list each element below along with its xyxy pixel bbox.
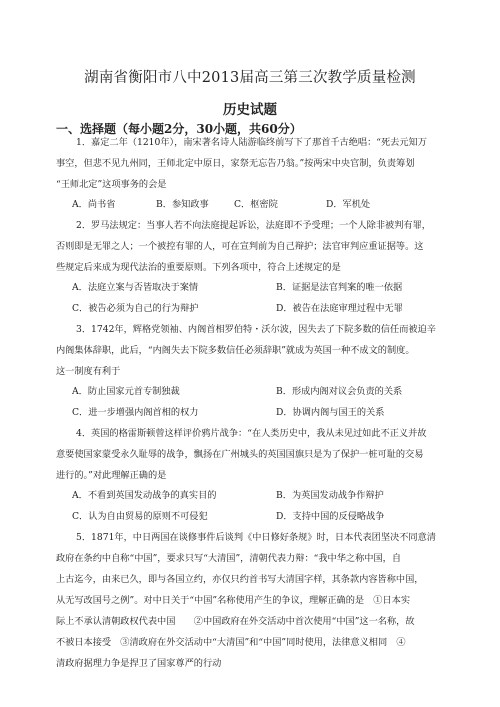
question-5-line-3: 上古迄今，由来已久，即与各国立约，亦仅只约首书写大清国字样，其条款内容皆称中国，: [56, 574, 424, 585]
question-1-option-c: C．枢密院: [234, 199, 278, 210]
question-5-line-2: 政府在条约中自称“中国”，要求只写“大清国”，清朝代表力辩：“我中华之称中国，自: [56, 553, 402, 564]
question-1-line-3: “王师北定”这项事务的会是: [56, 179, 167, 190]
question-3-option-c: C．进一步增强内阁首相的权力: [72, 407, 199, 418]
question-2-option-a: A．法庭立案与否皆取决于案情: [72, 282, 199, 293]
section-heading: 一、选择题（每小题2分，30小题，共60分）: [56, 122, 302, 136]
question-5-line-5: 际上不承认清朝政权代表中国 ②中国政府在外交活动中首次使用“中国”这一名称，故: [56, 616, 415, 627]
question-4-line-1: 4．英国的格雷斯顿曾这样评价鸦片战争：“在人类历史中，我从未见过如此不正义并故: [76, 428, 427, 439]
question-1-option-a: A．尚书省: [72, 199, 116, 210]
question-1-option-d: D．军机处: [326, 199, 371, 210]
question-5-line-6: 不被日本接受 ③清政府在外交活动中“大清国”和“中国”同时使用，法律意义相同 ④: [56, 637, 406, 648]
question-4-line-3: 进行的。”对此理解正确的是: [56, 470, 167, 481]
question-2-line-2: 否则即是无罪之人；一个被控有罪的人，可在宣判前为自己辩护；法官审判应重证据等。这: [56, 241, 424, 252]
question-4-option-b: B．为英国发动战争作辩护: [276, 490, 384, 501]
question-2-option-d: D．被告在法庭审理过程中无罪: [276, 303, 403, 314]
question-4-option-a: A．不看到英国发动战争的真实目的: [72, 490, 217, 501]
question-4-line-2: 意要使国家蒙受永久耻辱的战争，飘扬在广州城头的英国国旗只是为了保护一桩可耻的交易: [56, 449, 424, 460]
question-3-line-3: 这一制度有利于: [56, 366, 121, 377]
question-3-option-a: A．防止国家元首专制独裁: [72, 386, 180, 397]
question-4-option-d: D．支持中国的反侵略战争: [276, 511, 385, 522]
question-1-option-b: B．参知政事: [156, 199, 209, 210]
question-3-option-b: B．形成内阁对议会负责的关系: [276, 386, 403, 397]
question-5-line-7: 清政府据理力争是捍卫了国家尊严的行动: [56, 658, 222, 669]
question-2-line-3: 些规定后来成为现代法治的重要原则。下列各项中，符合上述规定的是: [56, 262, 341, 273]
question-2-option-c: C．被告必须为自己的行为辩护: [72, 303, 199, 314]
question-5-line-4: 从无写改国号之例”。对中日关于“中国”名称使用产生的争议，理解正确的是 ①日本实: [56, 595, 411, 606]
question-3-line-1: 3．1742年，辉格党领袖、内阁首相罗伯特・沃尔波，因失去了下院多数的信任而被迫辛: [76, 324, 436, 335]
exam-subtitle: 历史试题: [223, 102, 277, 118]
exam-title: 湖南省衡阳市八中2013届高三第三次教学质量检测: [84, 70, 416, 86]
question-2-line-1: 2．罗马法规定：当事人若不向法庭提起诉讼，法庭即不予受理；一个人除非被判有罪，: [76, 220, 431, 231]
question-1-line-1: 1．嘉定二年（1210年），南宋著名诗人陆游临终前写下了那首千古绝唱：“死去元知万: [76, 137, 427, 148]
question-5-line-1: 5．1871年，中日两国在谈修事件后谈判《中日修好条规》时，日本代表团坚决不同意清: [76, 532, 436, 543]
question-3-option-d: D．协调内阁与国王的关系: [276, 407, 385, 418]
question-4-option-c: C．认为自由贸易的原则不可侵犯: [72, 511, 208, 522]
question-2-option-b: B．证据是法官判案的唯一依据: [276, 282, 403, 293]
question-1-line-2: 事空，但悲不见九州同，王师北定中原日，家祭无忘告乃翁。”按两宋中央官制，负责筹划: [56, 158, 415, 169]
question-3-line-2: 内阁集体辞职，此后，“内阁失去下院多数信任必须辞职”就成为英国一种不成文的制度。: [56, 345, 415, 356]
